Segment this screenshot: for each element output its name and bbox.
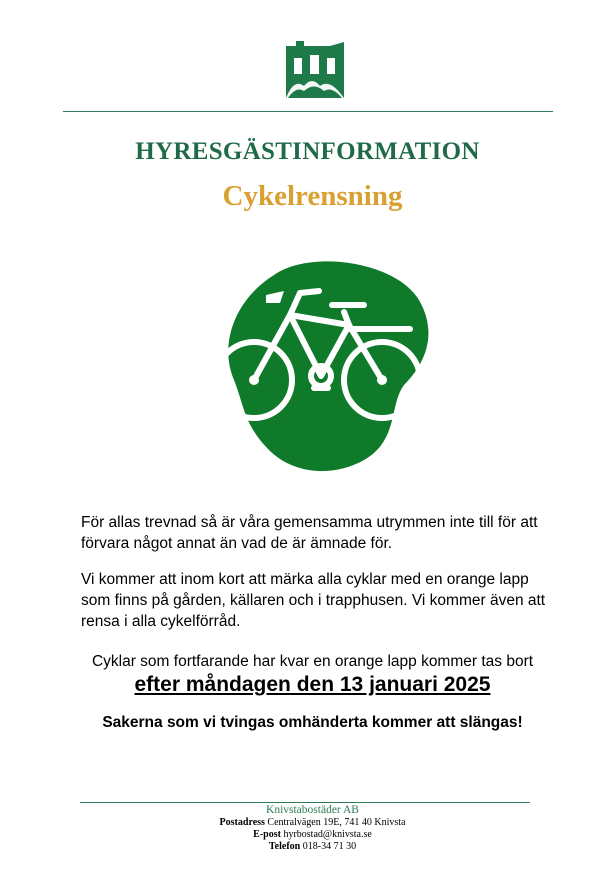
page-title: HYRESGÄSTINFORMATION — [135, 138, 480, 165]
warning-text: Sakerna som vi tvingas omhänderta kommer att slängas! — [102, 714, 523, 731]
deadline-text: efter måndagen den 13 januari 2025 — [134, 673, 491, 696]
phone-number: Telefon 018-34 71 30 — [268, 841, 357, 852]
email-address: E-post hyrbostad@knivsta.se — [253, 829, 372, 840]
page-subtitle: Cykelrensning — [222, 180, 403, 212]
bicycle-icon — [214, 255, 434, 475]
house-logo-icon — [284, 38, 346, 102]
postal-address: Postadress Centralvägen 19E, 741 40 Knivsta — [219, 817, 406, 828]
footer — [0, 803, 615, 853]
info-paragraph-1: För allas trevnad så är våra gemensamma utrymmen inte till för att förvara något annat än vad de är ämnade för. — [81, 514, 538, 552]
company-name: Knivstabostäder AB — [266, 804, 359, 816]
info-paragraph-3: Cyklar som fortfarande har kvar en orange lapp kommer tas bort — [91, 653, 534, 670]
info-paragraph-2: Vi kommer att inom kort att märka alla cyklar med en orange lapp som finns på gården, källaren och i trapphusen. Vi kommer även att rensa i alla cykelförråd. — [81, 571, 546, 630]
header-divider — [63, 111, 553, 112]
